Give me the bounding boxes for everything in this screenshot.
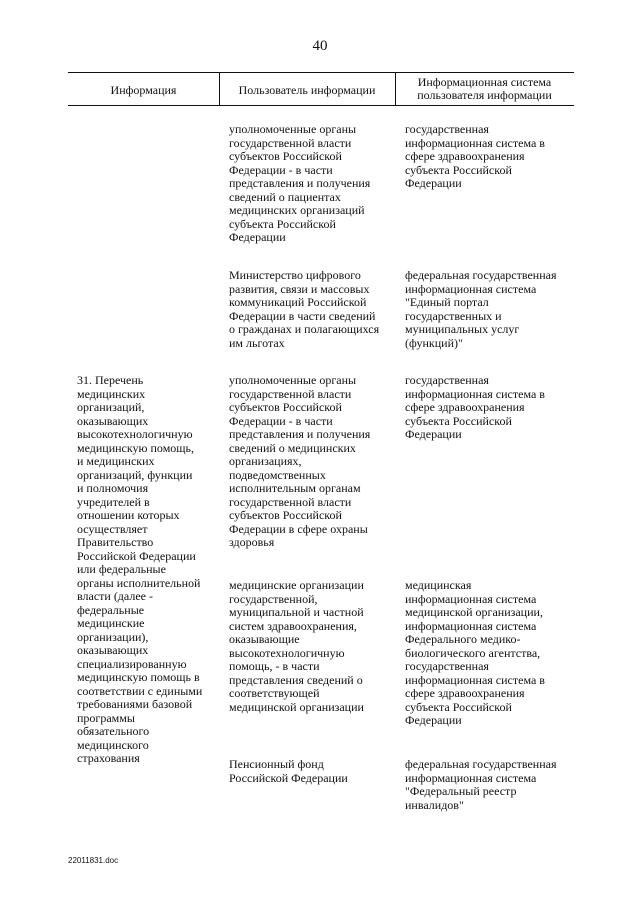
row5-user: Пенсионный фонд Российской Федерации [229, 757, 348, 785]
row3-info: 31. Перечень медицинских организаций, оказывающих высокотехнологичную медицинскую помощь, и медицинских организаций, функции и полномочия учредителей в отношении которых осуществляет Правительство Российской Федерации или федеральные органы исполнительной власти (далее - федеральные медицинские организации), оказывающих специализированную медицинскую помощь в соответствии с едиными требованиями базовой программы обязательного медицинского страхования [77, 373, 203, 765]
header-rule-top [68, 72, 574, 73]
row2-system: федеральная государственная информационная система "Единый портал государственных и муниципальных услуг (функций)" [405, 268, 557, 350]
header-info: Информация [110, 83, 177, 97]
header-user: Пользователь информации [238, 83, 376, 97]
row1-user: уполномоченные органы государственной власти субъектов Российской Федерации - в части представления и получения сведений о пациентах медицинских организаций субъекта Российской Федерации [229, 122, 371, 244]
row4-system: медицинская информационная система медицинской организации, информационная система Федерального медико- биологического агентства, государственная информационная система в сфере здравоохранения субъекта Российской Федерации [405, 578, 545, 727]
row3-user: уполномоченные органы государственной власти субъектов Российской Федерации - в части представления и получения сведений о медицинских организациях, подведомственных исполнительным органам государственной власти субъектов Российской Федерации в сфере охраны здоровья [229, 373, 371, 549]
page-number: 40 [312, 38, 328, 54]
header-rule-bottom [68, 105, 574, 106]
row2-user: Министерство цифрового развития, связи и массовых коммуникаций Российской Федерации в части сведений о гражданах и полагающихся им льготах [229, 268, 380, 350]
row4-user: медицинские организации государственной, муниципальной и частной систем здравоохранения, оказывающие высокотехнологичную помощь, - в части представления сведений о соответствующей медицинской организации [229, 578, 364, 714]
row3-system: государственная информационная система в сфере здравоохранения субъекта Российской Федерации [405, 373, 545, 441]
header-system: Информационная система пользователя информации [417, 75, 552, 102]
row5-system: федеральная государственная информационная система "Федеральный реестр инвалидов" [405, 757, 557, 812]
row1-system: государственная информационная система в сфере здравоохранения субъекта Российской Федерации [405, 122, 545, 190]
document-footer: 22011831.doc [68, 856, 119, 865]
